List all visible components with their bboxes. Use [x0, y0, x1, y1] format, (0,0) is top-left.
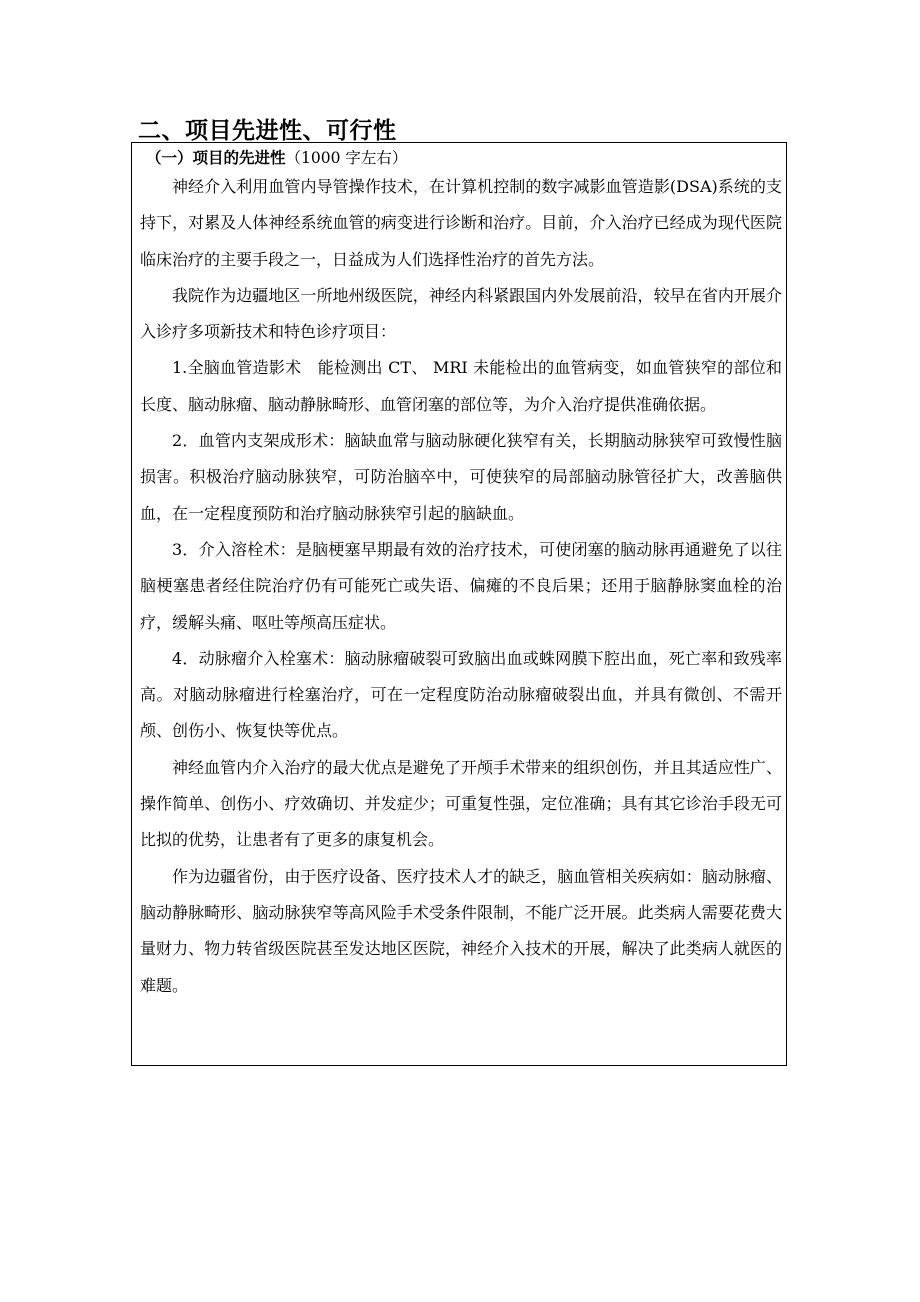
paragraph-hospital: 我院作为边疆地区一所地州级医院，神经内科紧跟国内外发展前沿，较早在省内开展介入诊疗多项新技术和特色诊疗项目：: [140, 285, 782, 342]
subsection-word-count-note: （1000 字左右）: [285, 149, 408, 167]
paragraph-item-1: 1.全脑血管造影术 能检测出 CT、 MRI 未能检出的血管病变，如血管狭窄的部位和长度、脑动脉瘤、脑动静脉畸形、血管闭塞的部位等，为介入治疗提供准确依据。: [140, 358, 782, 414]
paragraph-intro: 神经介入利用血管内导管操作技术，在计算机控制的数字减影血管造影(DSA)系统的支持下，对累及人体神经系统血管的病变进行诊断和治疗。目前，介入治疗已经成为现代医院临床治疗的主要手段之一，日益成为人们选择性治疗的首先方法。: [140, 177, 782, 269]
section-title: 二、项目先进性、可行性: [138, 117, 397, 144]
paragraph-conclusion: 作为边疆省份，由于医疗设备、医疗技术人才的缺乏，脑血管相关疾病如：脑动脉瘤、脑动静脉畸形、脑动脉狭窄等高风险手术受条件限制，不能广泛开展。此类病人需要花费大量财力、物力转省级医院甚至发达地区医院，神经介入技术的开展，解决了此类病人就医的难题。: [140, 866, 782, 995]
paragraph-advantages: 神经血管内介入治疗的最大优点是避免了开颅手术带来的组织创伤，并且其适应性广、操作简单、创伤小、疗效确切、并发症少；可重复性强，定位准确；具有其它诊治手段无可比拟的优势，让患者有了更多的康复机会。: [140, 757, 782, 850]
paragraph-item-2: 2．血管内支架成形术：脑缺血常与脑动脉硬化狭窄有关，长期脑动脉狭窄可致慢性脑损害。积极治疗脑动脉狭窄，可防治脑卒中，可使狭窄的局部脑动脉管径扩大，改善脑供血，在一定程度预防和治疗脑动脉狭窄引起的脑缺血。: [140, 431, 782, 523]
subsection-heading: （一）项目的先进性: [146, 148, 286, 167]
body-text: [140, 169, 782, 1004]
paragraph-item-3: 3．介入溶栓术：是脑梗塞早期最有效的治疗技术，可使闭塞的脑动脉再通避免了以往脑梗塞患者经住院治疗仍有可能死亡或失语、偏瘫的不良后果；还用于脑静脉窦血栓的治疗，缓解头痛、呕吐等颅高压症状。: [140, 539, 782, 632]
content-table-cell: [131, 142, 787, 1066]
subsection-title: [146, 147, 407, 169]
paragraph-item-4: 4．动脉瘤介入栓塞术：脑动脉瘤破裂可致脑出血或蛛网膜下腔出血，死亡率和致残率高。对脑动脉瘤进行栓塞治疗，可在一定程度防治动脉瘤破裂出血，并具有微创、不需开颅、创伤小、恢复快等优点。: [140, 648, 782, 741]
